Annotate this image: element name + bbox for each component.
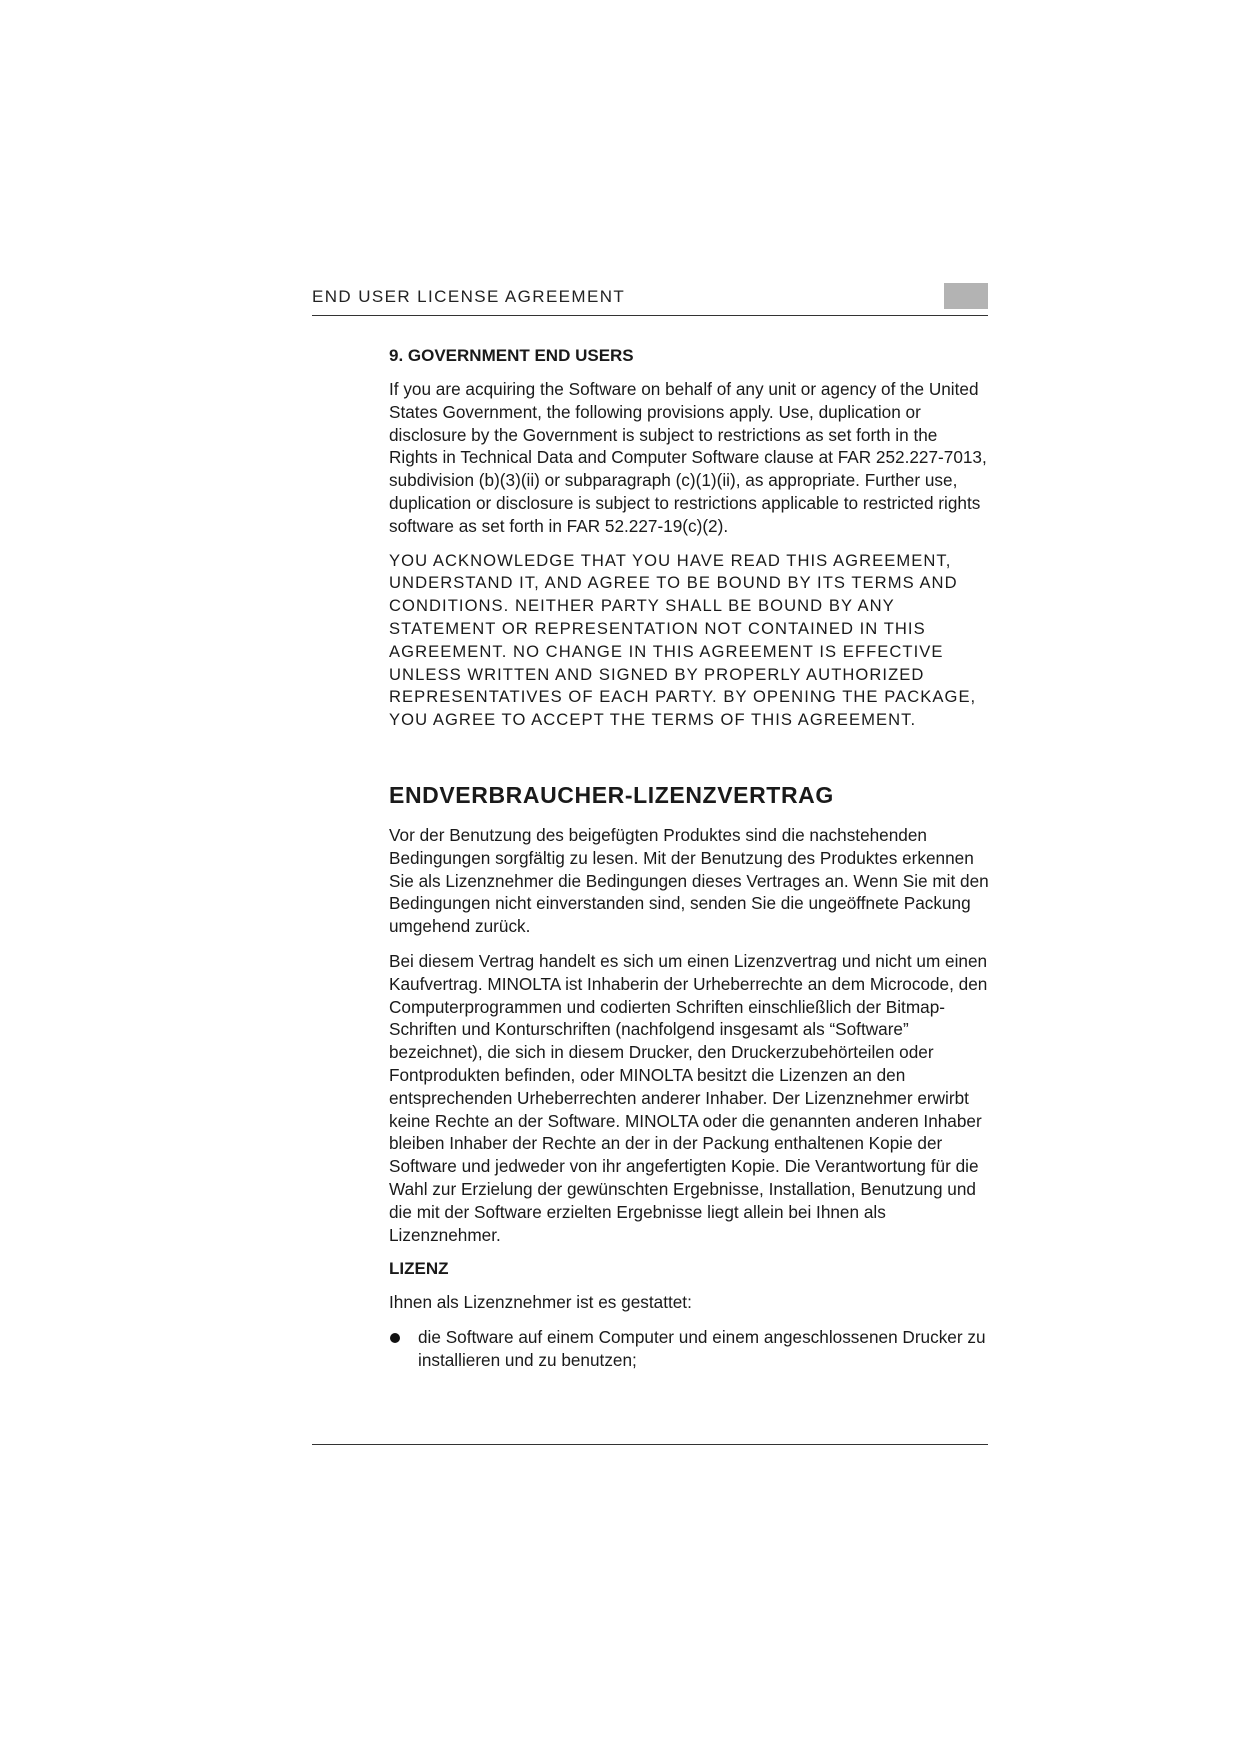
section-heading-lizenz: LIZENZ bbox=[389, 1259, 449, 1279]
header-tab-marker bbox=[944, 283, 988, 309]
list-item-text: die Software auf einem Computer und einem angeschlossenen Drucker zu installieren und zu benutzen; bbox=[418, 1327, 986, 1370]
running-title: END USER LICENSE AGREEMENT bbox=[312, 287, 626, 306]
german-agreement-title: ENDVERBRAUCHER-LIZENZVERTRAG bbox=[389, 781, 834, 808]
page-header bbox=[312, 283, 988, 316]
list-item bbox=[389, 1326, 989, 1372]
acknowledgement-paragraph: YOU ACKNOWLEDGE THAT YOU HAVE READ THIS AGREEMENT, UNDERSTAND IT, AND AGREE TO BE BOUND BY ITS TERMS AND CONDITIONS. NEITHER PARTY SHALL BE BOUND BY ANY STATEMENT OR REPRESENTATION NOT CONTAINED IN THIS AGREEMENT. NO CHANGE IN THIS AGREEMENT IS EFFECTIVE UNLESS WRITTEN AND SIGNED BY PROPERLY AUTHORIZED REPRESENTATIVES OF EACH PARTY. BY OPENING THE PACKAGE, YOU AGREE TO ACCEPT THE TERMS OF THIS AGREEMENT. bbox=[389, 550, 977, 730]
section-heading-government-end-users: 9. GOVERNMENT END USERS bbox=[389, 346, 634, 365]
lizenz-bullet-list bbox=[389, 1326, 989, 1372]
german-intro-paragraph: Vor der Benutzung des beigefügten Produktes sind die nachstehenden Bedingungen sorgfältig zu lesen. Mit der Benutzung des Produktes erkennen Sie als Lizenznehmer die Bedingungen dieses Vertrages an. Wenn Sie mit den Bedingungen nicht einverstanden sind, senden Sie die ungeöffnete Packung umgehend zurück. bbox=[389, 824, 989, 937]
german-contract-paragraph: Bei diesem Vertrag handelt es sich um einen Lizenzvertrag und nicht um einen Kaufvertrag. MINOLTA ist Inhaberin der Urheberrechte an dem Microcode, den Computerprogrammen und codierten Schriften einschließlich der Bitmap-Schriften und Konturschriften (nachfolgend insgesamt als “Software” bezeichnet), die sich in diesem Drucker, den Druckerzubehörteilen oder Fontprodukten befinden, oder MINOLTA besitzt die Lizenzen an den entsprechenden Urheberrechten anderer Inhaber. Der Lizenznehmer erwirbt keine Rechte an der Software. MINOLTA oder die genannten anderen Inhaber bleiben Inhaber der Rechte an der in der Packung enthaltenen Kopie der Software und jedweder von ihr angefertigten Kopie. Die Verantwortung für die Wahl zur Erzielung der gewünschten Ergebnisse, Installation, Benutzung und die mit der Software erzielten Ergebnisse liegt allein bei Ihnen als Lizenznehmer. bbox=[389, 950, 988, 1245]
bullet-icon bbox=[390, 1333, 400, 1343]
page-content bbox=[389, 345, 989, 1372]
government-end-users-paragraph: If you are acquiring the Software on behalf of any unit or agency of the United States Government, the following provisions apply. Use, duplication or disclosure by the Government is subject to restrictions as set forth in the Rights in Technical Data and Computer Software clause at FAR 252.227-7013, subdivision (b)(3)(ii) or subparagraph (c)(1)(ii), as appropriate. Further use, duplication or disclosure is subject to restrictions applicable to restricted rights software as set forth in FAR 52.227-19(c)(2). bbox=[389, 379, 987, 536]
footer-rule bbox=[312, 1444, 988, 1445]
lizenz-lead-text: Ihnen als Lizenznehmer ist es gestattet: bbox=[389, 1292, 692, 1313]
